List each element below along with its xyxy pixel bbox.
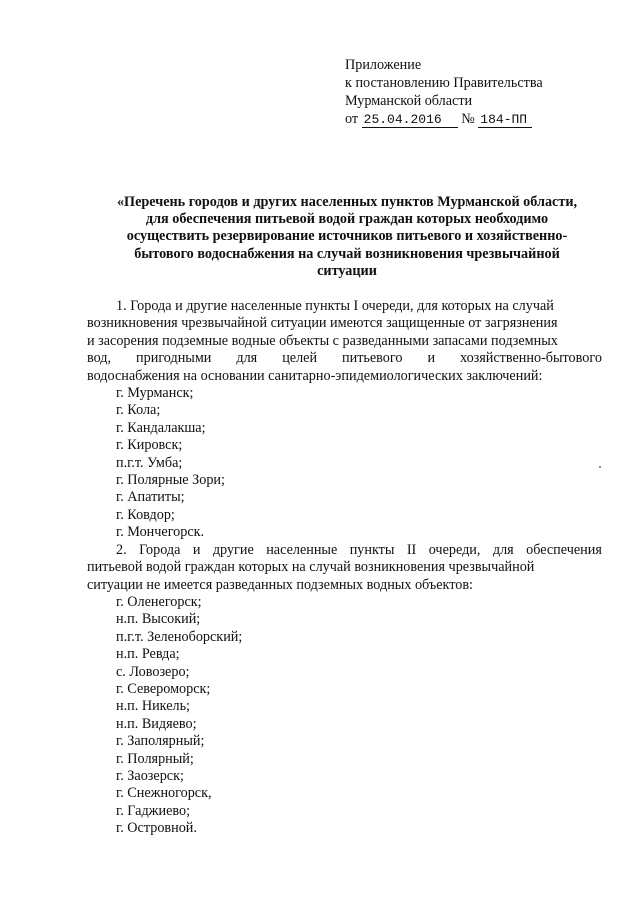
list-item: г. Полярные Зори; <box>116 472 225 489</box>
section-2-word: 2. <box>116 541 127 558</box>
list-item: н.п. Видяево; <box>116 715 197 732</box>
document-title <box>92 194 602 280</box>
list-item: г. Североморск; <box>116 680 211 697</box>
section-2-word: другие <box>212 541 254 558</box>
section-2-line: питьевой водой граждан которых на случай возникновения чрезвычайной <box>87 559 535 576</box>
section-2-word: для <box>492 541 514 558</box>
from-label: от <box>345 111 359 127</box>
section-1-line: и засорения подземные водные объекты с разведанными запасами подземных <box>87 332 558 349</box>
document-body <box>87 298 602 838</box>
section-2-word: и <box>192 541 201 558</box>
list-item: н.п. Высокий; <box>116 611 201 628</box>
title-line: ситуации <box>317 262 377 279</box>
title-line: бытового водоснабжения на случай возникновения чрезвычайной <box>134 245 560 262</box>
resolution-date: 25.04.2016 <box>362 113 458 128</box>
list-item: г. Ковдор; <box>116 506 175 523</box>
section-1-word: и <box>427 350 436 367</box>
list-item: г. Снежногорск, <box>116 785 212 802</box>
appendix-line: Мурманской области <box>345 93 473 109</box>
list-item: г. Кола; <box>116 402 161 419</box>
section-2-paragraph <box>87 542 602 594</box>
section-1-word: для <box>236 350 258 367</box>
section-1-word: пригодными <box>136 350 212 367</box>
list-item: г. Заполярный; <box>116 733 205 750</box>
appendix-header <box>345 56 543 128</box>
list-item: п.г.т. Умба; <box>116 454 183 471</box>
title-line: осуществить резервирование источников питьевого и хозяйственно- <box>126 228 568 245</box>
section-2-word: очереди, <box>428 541 481 558</box>
list-item: г. Островной. <box>116 820 197 837</box>
scan-speck <box>599 466 601 468</box>
section-2-city-list <box>116 594 602 838</box>
appendix-line: Приложение <box>345 57 422 73</box>
list-item: г. Кандалакша; <box>116 419 206 436</box>
section-2-line: ситуации не имеется разведанных подземных водных объектов: <box>87 576 473 593</box>
section-2-word: Города <box>139 541 181 558</box>
list-item: г. Оленегорск; <box>116 593 202 610</box>
section-2-word: пункты <box>349 541 395 558</box>
resolution-number: 184-ПП <box>478 113 532 128</box>
list-item: п.г.т. Зеленоборский; <box>116 628 243 645</box>
list-item: н.п. Ревда; <box>116 646 180 663</box>
list-item: г. Кировск; <box>116 437 183 454</box>
list-item: н.п. Никель; <box>116 698 190 715</box>
section-2-word: обеспечения <box>526 541 602 558</box>
section-1-paragraph <box>87 298 602 385</box>
list-item: с. Ловозеро; <box>116 663 190 680</box>
section-2-line <box>87 542 602 559</box>
number-label: № <box>461 111 475 127</box>
section-1-city-list <box>116 385 602 542</box>
list-item: г. Мончегорск. <box>116 524 205 541</box>
list-item: г. Заозерск; <box>116 767 184 784</box>
section-1-line <box>87 350 602 367</box>
section-1-line: возникновения чрезвычайной ситуации имеются защищенные от загрязнения <box>87 315 558 332</box>
list-item: г. Полярный; <box>116 750 194 767</box>
section-1-word: вод, <box>87 350 112 367</box>
list-item: г. Гаджиево; <box>116 802 191 819</box>
list-item: г. Мурманск; <box>116 385 194 402</box>
list-item: г. Апатиты; <box>116 489 185 506</box>
appendix-line: к постановлению Правительства <box>345 75 543 91</box>
section-1-word: целей <box>282 350 318 367</box>
section-2-word: населенные <box>266 541 338 558</box>
section-1-line: 1. Города и другие населенные пункты I очереди, для которых на случай <box>116 298 554 314</box>
section-1-word: хозяйственно-бытового <box>460 350 602 367</box>
title-line: для обеспечения питьевой водой граждан которых необходимо <box>145 211 549 228</box>
section-1-word: питьевого <box>342 350 403 367</box>
section-1-line: водоснабжения на основании санитарно-эпидемиологических заключений: <box>87 367 543 384</box>
appendix-date-number-line <box>345 110 543 128</box>
section-2-word: II <box>406 541 417 558</box>
title-line: «Перечень городов и других населенных пунктов Мурманской области, <box>116 194 578 210</box>
